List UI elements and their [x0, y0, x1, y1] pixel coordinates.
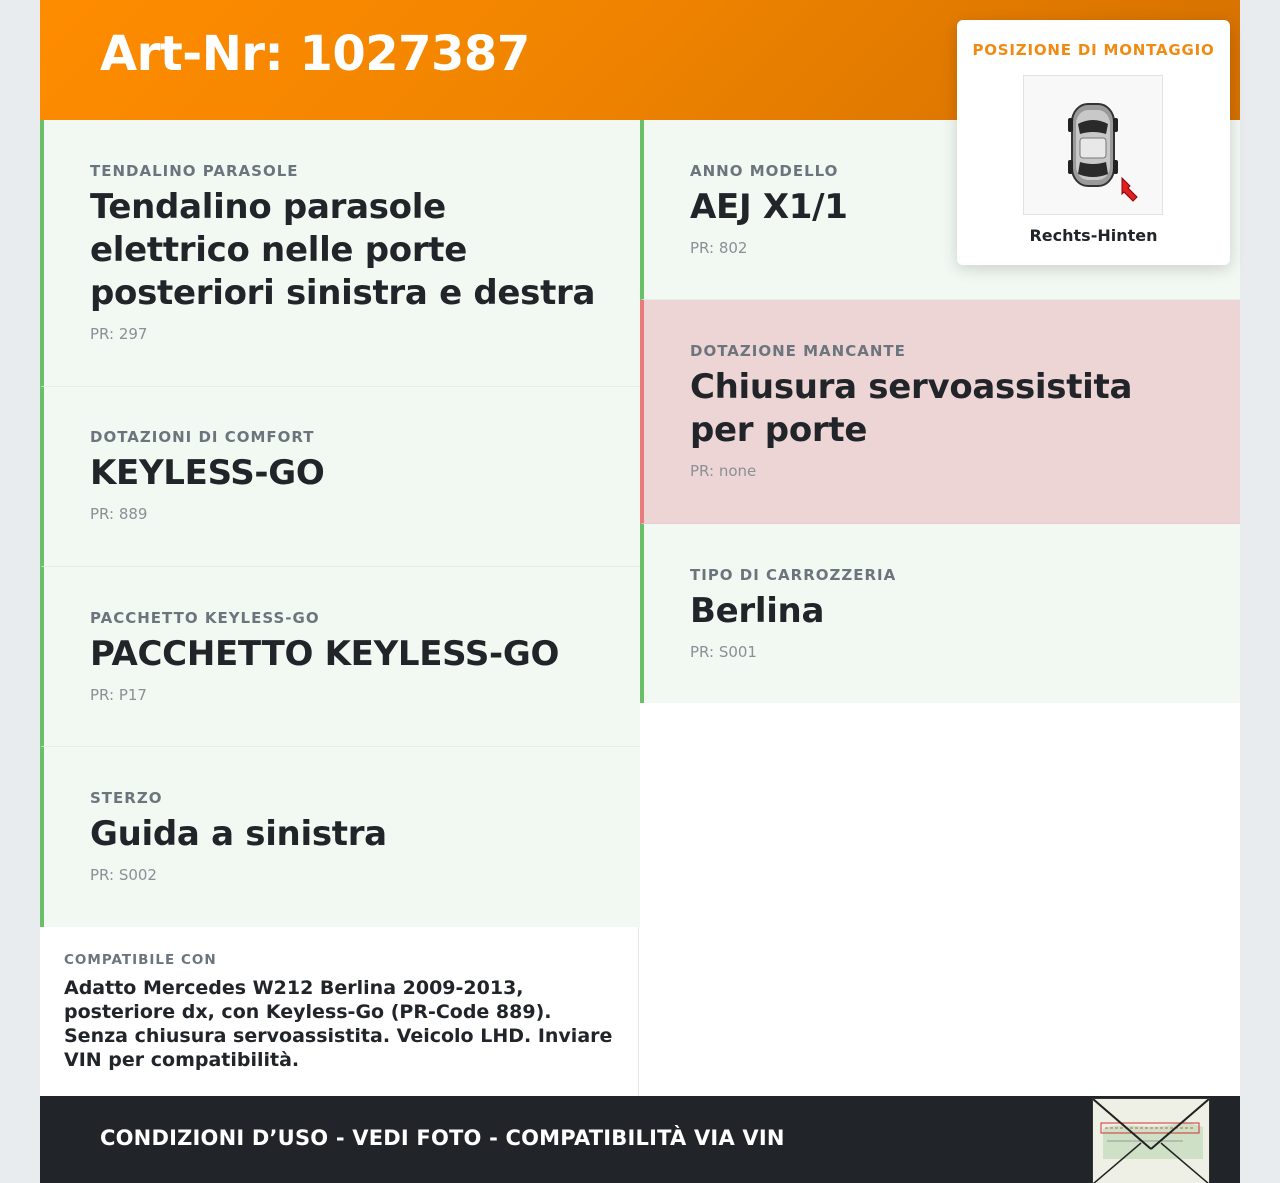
- spec-card-keyless-package: [40, 567, 640, 747]
- document-thumbnail-icon: [1092, 1098, 1210, 1183]
- card-label: DOTAZIONE MANCANTE: [690, 342, 906, 360]
- spec-card-comfort: [40, 387, 640, 567]
- card-label: DOTAZIONI DI COMFORT: [90, 428, 315, 446]
- card-pr-code: PR: 297: [90, 325, 148, 343]
- card-value: PACCHETTO KEYLESS-GO: [90, 634, 560, 674]
- car-top-view-icon: [1024, 76, 1162, 214]
- spec-card-sunshade: [40, 120, 640, 387]
- spec-card-steering: [40, 747, 640, 927]
- red-arrow-icon: [1122, 178, 1137, 201]
- card-value: Chiusura servoassistita per porte: [690, 367, 1133, 450]
- compatibility-text: Adatto Mercedes W212 Berlina 2009-2013, posteriore dx, con Keyless-Go (PR-Code 889). Senza chiusura servoassistita. Veicolo LHD. Inviare VIN per compatibilità.: [64, 977, 613, 1071]
- mounting-position-panel: [957, 20, 1230, 265]
- mounting-position-caption: Rechts-Hinten: [1029, 226, 1158, 245]
- card-pr-code: PR: S001: [690, 643, 757, 661]
- card-label: STERZO: [90, 789, 163, 807]
- card-pr-code: PR: P17: [90, 686, 147, 704]
- compatibility-label: COMPATIBILE CON: [64, 952, 217, 968]
- compatibility-box: [40, 927, 639, 1096]
- footer-bar: [40, 1096, 1240, 1183]
- card-value: Berlina: [690, 591, 825, 631]
- card-pr-code: PR: 889: [90, 505, 148, 523]
- card-label: ANNO MODELLO: [690, 162, 839, 180]
- car-position-image: [1023, 75, 1163, 215]
- mounting-position-title: POSIZIONE DI MONTAGGIO: [972, 41, 1215, 59]
- card-pr-code: PR: 802: [690, 239, 748, 257]
- footer-text: CONDIZIONI D’USO - VEDI FOTO - COMPATIBILITÀ VIA VIN: [100, 1126, 785, 1150]
- spec-card-body-type: [640, 524, 1240, 703]
- card-label: TIPO DI CARROZZERIA: [690, 566, 897, 584]
- card-value: Tendalino parasole elettrico nelle porte posteriori sinistra e destra: [90, 187, 596, 313]
- article-number: Art-Nr: 1027387: [100, 26, 530, 82]
- card-value: Guida a sinistra: [90, 814, 387, 854]
- card-label: PACCHETTO KEYLESS-GO: [90, 609, 320, 627]
- card-value: KEYLESS-GO: [90, 453, 325, 493]
- card-label: TENDALINO PARASOLE: [90, 162, 299, 180]
- card-pr-code: PR: S002: [90, 866, 157, 884]
- left-column: [40, 120, 640, 927]
- card-value: AEJ X1/1: [690, 187, 848, 227]
- spec-card-missing-equipment: [640, 300, 1240, 524]
- card-pr-code: PR: none: [690, 462, 757, 480]
